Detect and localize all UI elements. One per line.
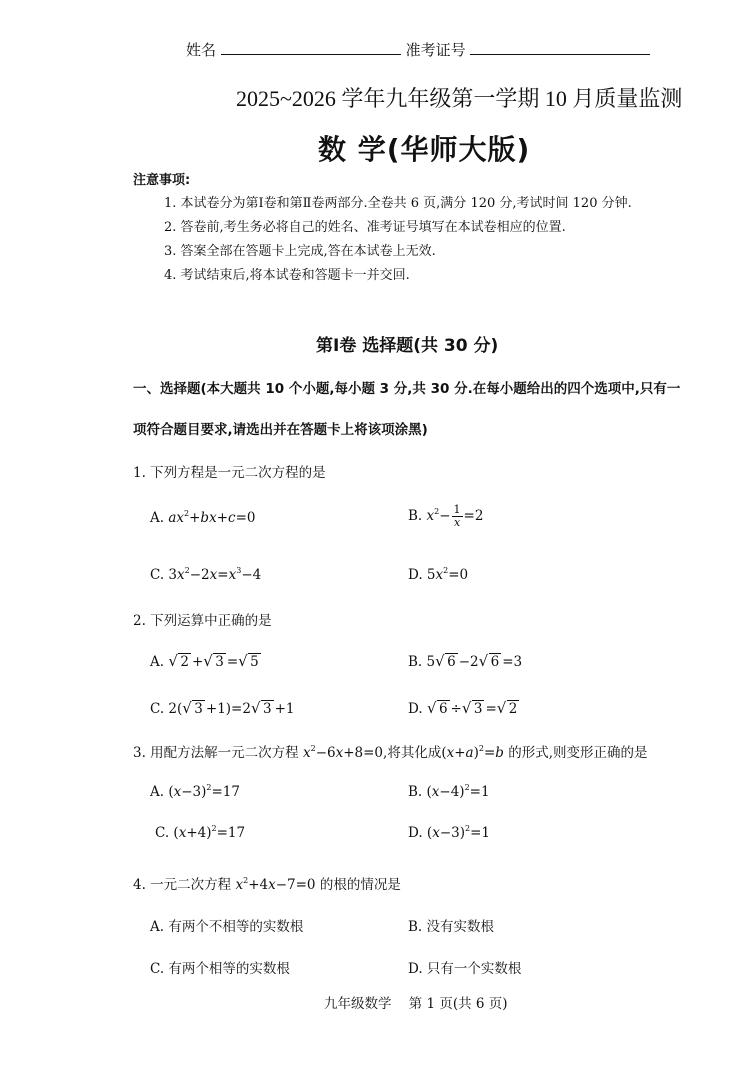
q4-stem-suffix: 的根的情况是: [315, 877, 401, 893]
q4-option-c: C. 有两个相等的实数根: [150, 961, 290, 977]
q3-stem-suffix: 的形式,则变形正确的是: [503, 745, 648, 761]
q1-option-a: A. $ax^2+bx+c=0$: [150, 509, 256, 526]
q2-option-c: C. 2( √ 3 +1)=2 √ 3 +1: [150, 699, 295, 717]
section-instruction-1: 一、选择题(本大题共 10 个小题,每小题 3 分,共 30 分.在每小题给出的四个选项中,只有一: [133, 381, 681, 397]
q3-option-d: D. $(x-3)^2=1$: [408, 824, 490, 841]
section-title: 第Ⅰ卷 选择题(共 30 分): [316, 336, 499, 356]
q3-option-b: B. $(x-4)^2=1$: [408, 783, 490, 800]
q1-stem: 1. 下列方程是一元二次方程的是: [133, 465, 326, 481]
q4-option-b: B. 没有实数根: [408, 919, 495, 935]
q4-option-a: A. 有两个不相等的实数根: [150, 919, 304, 935]
note-item-1: 1. 本试卷分为第Ⅰ卷和第Ⅱ卷两部分.全卷共 6 页,满分 120 分,考试时间 120 分钟.: [164, 196, 632, 211]
q2-option-b: B. 5 √ 6 −2 √ 6 =3: [408, 652, 523, 670]
note-item-3: 3. 答案全部在答题卡上完成,答在本试卷上无效.: [164, 244, 436, 259]
page-footer: 九年级数学 第 1 页(共 6 页): [324, 996, 508, 1012]
note-item-2: 2. 答卷前,考生务必将自己的姓名、准考证号填写在本试卷相应的位置.: [164, 220, 566, 235]
subject-title: 数 学(华师大版): [318, 133, 531, 166]
notes-heading: 注意事项:: [133, 173, 191, 188]
q3-stem-mid: ,将其化成: [383, 745, 442, 761]
q2-option-a: A. √ 2 + √ 3 = √ 5: [150, 652, 259, 670]
id-label: 准考证号: [405, 41, 466, 59]
q4-option-d: D. 只有一个实数根: [408, 961, 522, 977]
name-blank: [221, 38, 401, 55]
q4-stem: 4. 一元二次方程 $x^2+4x-7=0$ 的根的情况是: [133, 876, 401, 893]
id-blank: [470, 38, 650, 55]
exam-title: 2025~2026 学年九年级第一学期 10 月质量监测: [236, 86, 683, 111]
q3-stem-prefix: 3. 用配方法解一元二次方程: [133, 745, 303, 761]
q2-option-d: D. √ 6 ÷ √ 3 = √ 2: [408, 699, 518, 717]
name-field: [186, 38, 650, 60]
name-label: 姓名: [186, 41, 217, 59]
q3-stem: 3. 用配方法解一元二次方程 $x^2-6x+8=0$,将其化成$(x+a)^2=b$ 的形式,则变形正确的是: [133, 744, 648, 761]
q3-option-a: A. $(x-3)^2=17$: [150, 783, 240, 800]
note-item-4: 4. 考试结束后,将本试卷和答题卡一并交回.: [164, 268, 410, 283]
q2-stem: 2. 下列运算中正确的是: [133, 613, 272, 629]
q3-option-c: C. $(x+4)^2=17$: [155, 824, 246, 841]
q1-option-d: D. $5x^2=0$: [408, 566, 469, 583]
section-instruction-2: 项符合题目要求,请选出并在答题卡上将该项涂黑): [133, 422, 428, 438]
q1-option-c: C. $3x^2-2x=x^3-4$: [150, 566, 262, 583]
q4-stem-prefix: 4. 一元二次方程: [133, 877, 236, 893]
q1-option-b: B. $x^2-$ $\frac{1}{x}$ =2: [408, 503, 484, 529]
